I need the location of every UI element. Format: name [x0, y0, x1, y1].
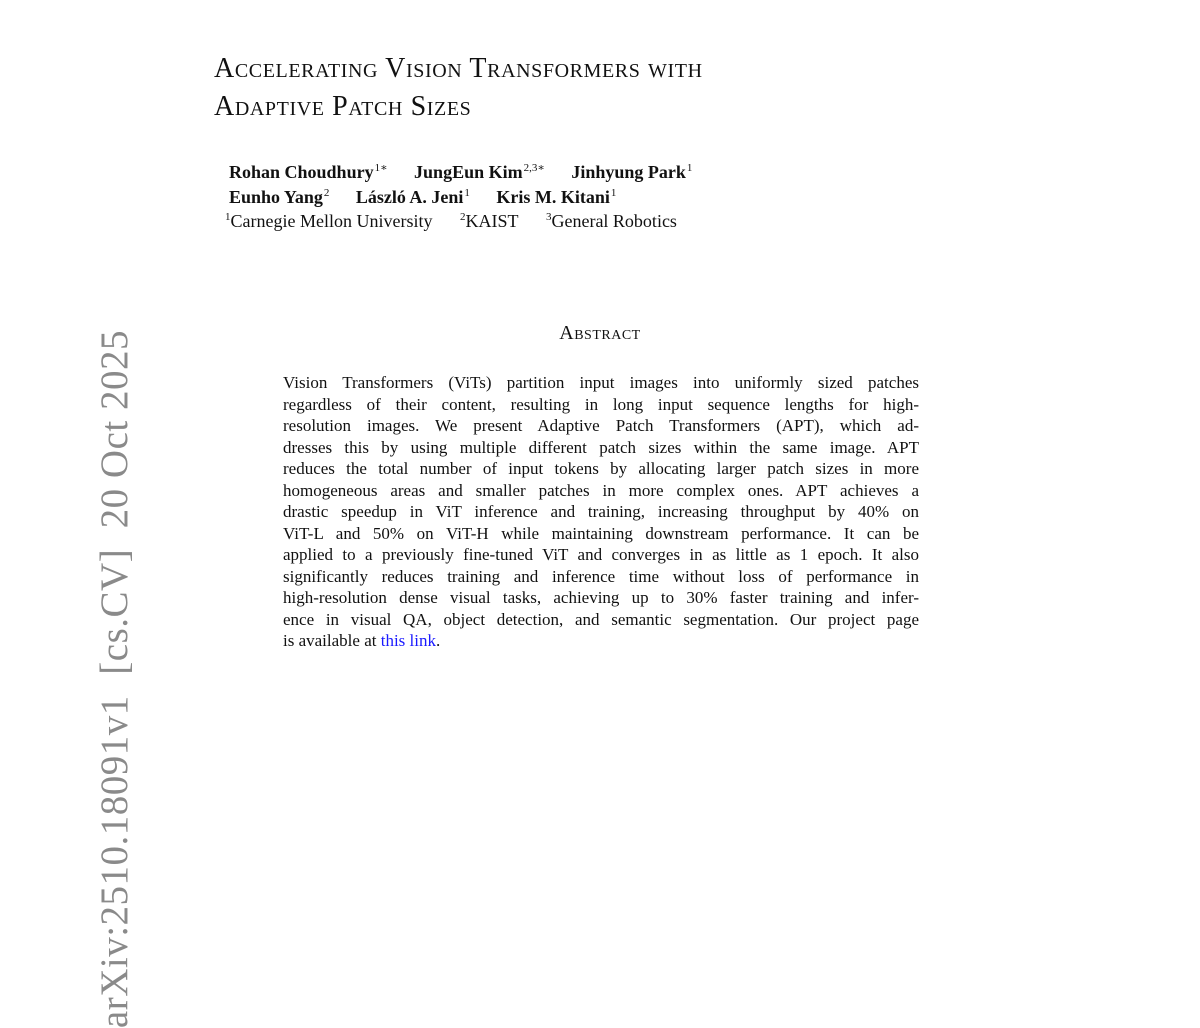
author	[356, 186, 470, 211]
abstract-heading: Abstract	[559, 322, 641, 344]
author-line-2	[229, 186, 692, 211]
author	[571, 161, 692, 186]
author-affiliation-marker: 1	[610, 187, 617, 199]
abstract-final-suffix: .	[435, 631, 441, 650]
author-name: Jinhyung Park	[571, 162, 686, 182]
arxiv-stamp-text: arXiv:2510.18091v1 [cs.CV] 20 Oct 2025	[93, 330, 136, 1028]
abstract-line: regardless of their content, resulting in long input sequence lengths for high-	[283, 394, 919, 414]
author-affiliation-marker: 1	[464, 187, 470, 199]
author	[496, 186, 616, 211]
author-name: Kris M. Kitani	[496, 187, 610, 207]
abstract-line: homogeneous areas and smaller patches in more complex ones. APT achieves a	[283, 480, 919, 500]
affiliation-name: KAIST	[465, 211, 519, 231]
affiliation-marker: 1	[225, 211, 231, 223]
author-affiliation-marker: 2	[323, 187, 330, 199]
abstract-line: ence in visual QA, object detection, and semantic segmentation. Our project page	[283, 609, 919, 629]
author	[229, 161, 388, 186]
author-affiliation-marker: 1	[686, 162, 693, 174]
paper-title-line-1: Accelerating Vision Transformers with	[214, 53, 703, 84]
paper-title	[214, 50, 974, 126]
affiliation	[545, 209, 677, 236]
affiliation-name: General Robotics	[551, 211, 677, 231]
affiliation-list	[224, 209, 677, 236]
author-name: László A. Jeni	[355, 187, 464, 207]
affiliation	[224, 209, 432, 236]
abstract-line: applied to a previously fine-tuned ViT and converges in as little as 1 epoch. It also	[283, 545, 919, 564]
author	[229, 186, 329, 211]
paper-title-line-2: Adaptive Patch Sizes	[214, 91, 472, 122]
abstract-final-prefix: is available at	[283, 631, 381, 650]
author-name: JungEun Kim	[414, 162, 523, 182]
author-affiliation-marker: 1∗	[374, 162, 388, 174]
author-affiliation-marker: 2,3∗	[523, 162, 545, 174]
abstract-line: reduces the total number of input tokens by allocating larger patch sizes in more	[283, 459, 919, 478]
author-line-1	[229, 161, 692, 186]
affiliation-marker: 2	[459, 211, 466, 223]
abstract-line: dresses this by using multiple different patch sizes within the same image. APT	[283, 437, 919, 457]
abstract-line: resolution images. We present Adaptive Patch Transformers (APT), which ad-	[283, 416, 919, 435]
abstract-final-line	[283, 630, 919, 652]
arxiv-identifier-stamp	[20, 330, 136, 1028]
abstract-body	[283, 372, 919, 652]
author-list	[229, 161, 692, 211]
abstract-line: ViT-L and 50% on ViT-H while maintaining downstream performance. It can be	[283, 523, 919, 543]
abstract-line: high-resolution dense visual tasks, achieving up to 30% faster training and infer-	[283, 588, 919, 607]
abstract-line: drastic speedup in ViT inference and training, increasing throughput by 40% on	[283, 502, 919, 521]
project-page-link[interactable]: this link	[380, 631, 436, 650]
author-name: Rohan Choudhury	[229, 162, 374, 182]
affiliation-marker: 3	[545, 211, 552, 223]
affiliation	[459, 209, 519, 236]
author	[414, 161, 545, 186]
author-name: Eunho Yang	[229, 187, 323, 207]
abstract-line: Vision Transformers (ViTs) partition input images into uniformly sized patches	[283, 373, 919, 392]
affiliation-name: Carnegie Mellon University	[230, 211, 433, 231]
abstract-line: significantly reduces training and inference time without loss of performance in	[283, 566, 919, 586]
